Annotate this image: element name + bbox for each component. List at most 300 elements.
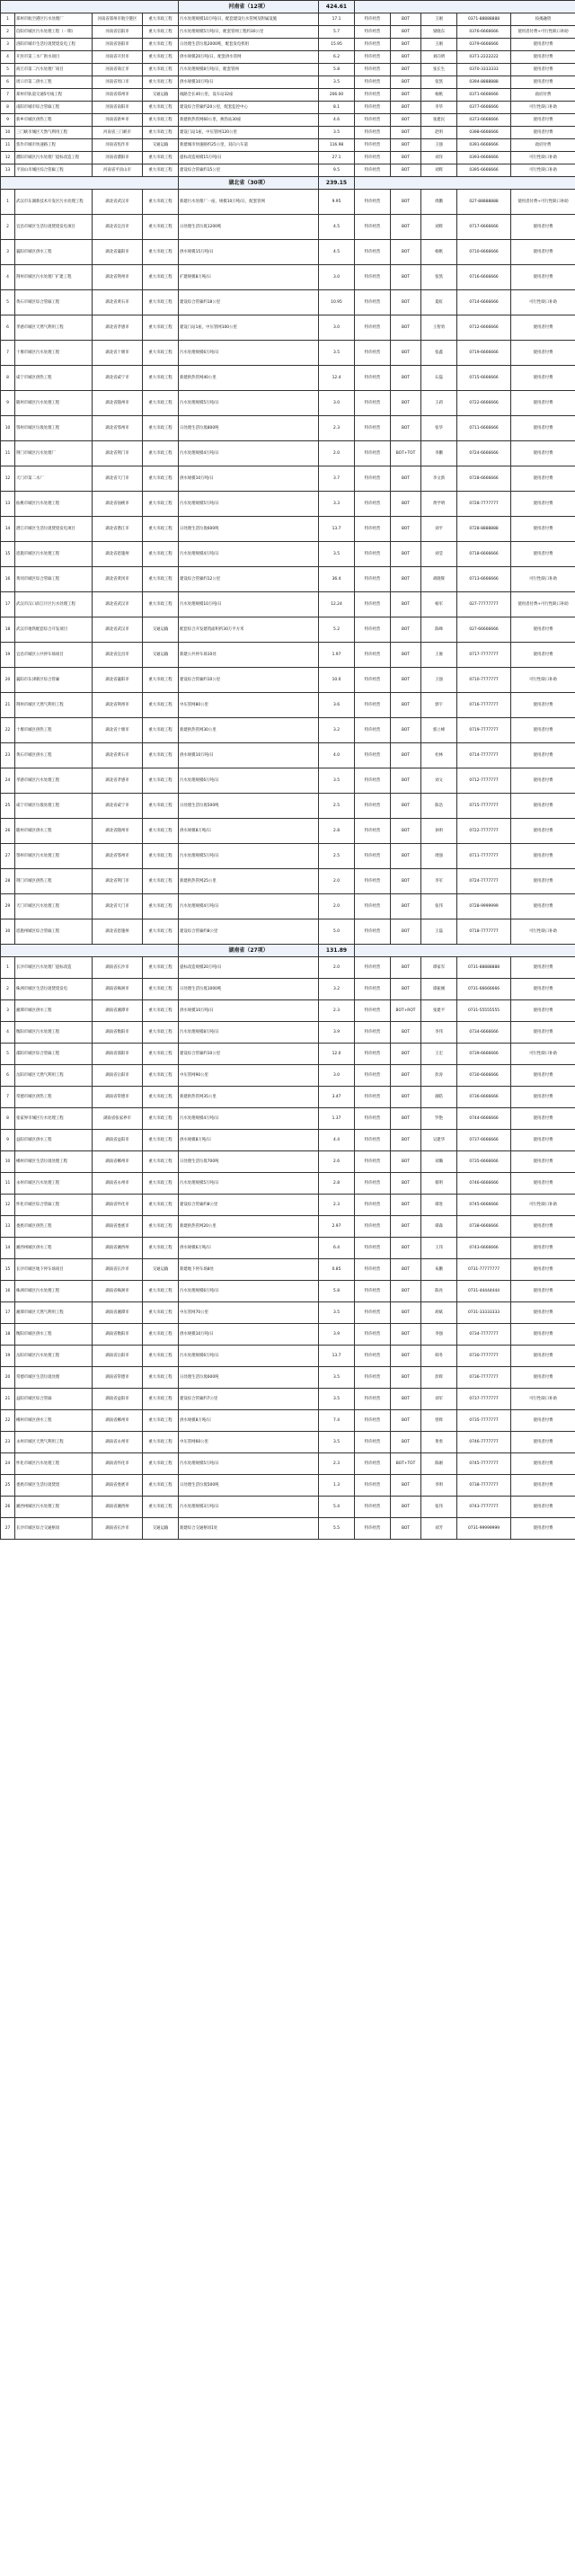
cell-operation-mode: 特许经营 (355, 1302, 391, 1324)
cell-contact-person: 韩冬 (421, 1346, 457, 1367)
cell-operation-mode: 特许经营 (355, 64, 391, 76)
cell-location: 湖南省衡阳市 (93, 1324, 143, 1346)
cell-contact-phone: 0737-7777777 (457, 1389, 511, 1410)
cell-row-number: 19 (1, 1346, 15, 1367)
cell-row-number: 5 (1, 64, 15, 76)
cell-project-name: 潜江市城区生活垃圾焚烧发电项目 (15, 517, 93, 542)
cell-row-number: 26 (1, 1497, 15, 1518)
cell-category: 重大市政工程 (143, 894, 179, 919)
cell-contact-person: 王莉 (421, 391, 457, 416)
cell-contact-phone: 0394-8888888 (457, 76, 511, 89)
cell-location: 湖南省怀化市 (93, 1453, 143, 1475)
cell-operation-mode: 特许经营 (355, 1367, 391, 1389)
cell-location: 湖北省黄冈市 (93, 567, 143, 592)
cell-project-name: 天门市第二水厂 (15, 466, 93, 492)
cell-row-number: 3 (1, 240, 15, 265)
cell-category: 重大市政工程 (143, 39, 179, 51)
cell-contact-phone: 0714-7777777 (457, 743, 511, 768)
cell-return-mechanism: 使用者付费 (511, 979, 575, 1000)
table-row (1, 1302, 575, 1324)
cell-contract-type: BOT (391, 542, 421, 567)
cell-contract-type: BOT (391, 768, 421, 794)
cell-investment: 3.0 (319, 265, 355, 290)
cell-operation-mode: 特许经营 (355, 869, 391, 894)
cell-investment: 2.3 (319, 1453, 355, 1475)
table-row (1, 64, 575, 76)
cell-return-mechanism: 使用者付费 (511, 844, 575, 869)
cell-category: 重大市政工程 (143, 391, 179, 416)
cell-operation-mode: 特许经营 (355, 1130, 391, 1151)
cell-construction-content: 污水处理规模6万吨/日 (179, 1281, 319, 1302)
cell-row-number: 27 (1, 1518, 15, 1540)
cell-contact-phone: 0718-7777777 (457, 919, 511, 945)
cell-construction-content: 新建污水处理厂一座，规模10万吨/日，配套管网 (179, 190, 319, 215)
cell-category: 重大市政工程 (143, 1238, 179, 1259)
cell-contact-phone: 0736-6666666 (457, 1087, 511, 1108)
cell-return-mechanism: 使用者付费 (511, 1022, 575, 1044)
cell-contact-phone: 0728-7777777 (457, 492, 511, 517)
cell-project-name: 荆州市城区天然气利用工程 (15, 693, 93, 718)
cell-row-number: 8 (1, 1108, 15, 1130)
cell-return-mechanism: 使用者付费 (511, 492, 575, 517)
cell-operation-mode: 特许经营 (355, 668, 391, 693)
cell-operation-mode: 特许经营 (355, 13, 391, 26)
cell-construction-content: 新建供热管网30公里 (179, 718, 319, 743)
cell-construction-content: 扩建规模8万吨/日 (179, 265, 319, 290)
cell-project-name: 黄冈市城区综合管廊工程 (15, 567, 93, 592)
cell-contact-person: 陈峰 (421, 617, 457, 643)
cell-category: 重大市政工程 (143, 668, 179, 693)
cell-contact-phone: 0738-6666666 (457, 1216, 511, 1238)
cell-contact-person: 谭振刚 (421, 979, 457, 1000)
cell-construction-content: 中压管网90公里 (179, 1065, 319, 1087)
cell-operation-mode: 特许经营 (355, 139, 391, 152)
cell-project-name: 咸宁市城区垃圾处理工程 (15, 794, 93, 819)
cell-row-number: 2 (1, 215, 15, 240)
cell-construction-content: 供水规模6万吨/日 (179, 1238, 319, 1259)
cell-contract-type: BOT (391, 1130, 421, 1151)
cell-investment: 2.5 (319, 844, 355, 869)
cell-investment: 8.1 (319, 102, 355, 114)
cell-contact-person: 朱鹏 (421, 1259, 457, 1281)
cell-construction-content: 日处理生活垃圾600吨 (179, 1367, 319, 1389)
cell-return-mechanism: 可行性缺口补助 (511, 164, 575, 177)
cell-return-mechanism: 使用者付费 (511, 215, 575, 240)
cell-contact-person: 张华 (421, 416, 457, 441)
cell-project-name: 随州市城区供水工程 (15, 819, 93, 844)
cell-construction-content: 污水处理规模10万吨/日，配套建设污水管网及附属设施 (179, 13, 319, 26)
cell-location: 湖北省咸宁市 (93, 794, 143, 819)
cell-category: 重大市政工程 (143, 76, 179, 89)
cell-investment: 0.85 (319, 1259, 355, 1281)
section-header (1, 177, 575, 190)
table-row (1, 1324, 575, 1346)
section-header (1, 945, 575, 957)
cell-contact-person: 彭辉 (421, 1367, 457, 1389)
cell-project-name: 武汉市东湖新技术开发区污水处理工程 (15, 190, 93, 215)
cell-location: 湖南省娄底市 (93, 1475, 143, 1497)
cell-location: 湖北省十堰市 (93, 341, 143, 366)
cell-location: 湖北省孝感市 (93, 768, 143, 794)
cell-location: 湖南省郴州市 (93, 1410, 143, 1432)
cell-contract-type: BOT (391, 26, 421, 39)
cell-category: 交通运输 (143, 643, 179, 668)
cell-row-number: 25 (1, 794, 15, 819)
cell-investment: 2.6 (319, 1151, 355, 1173)
cell-contract-type: BOT (391, 592, 421, 617)
cell-contact-phone: 0712-7777777 (457, 768, 511, 794)
cell-contact-person: 周强 (421, 844, 457, 869)
table-row (1, 668, 575, 693)
table-row (1, 1238, 575, 1259)
cell-return-mechanism: 可行性缺口补助 (511, 1044, 575, 1065)
cell-return-mechanism: 使用者付费 (511, 894, 575, 919)
cell-operation-mode: 特许经营 (355, 51, 391, 64)
cell-return-mechanism: 使用者付费 (511, 743, 575, 768)
cell-investment: 12.4 (319, 366, 355, 391)
cell-return-mechanism: 使用者付费 (511, 718, 575, 743)
cell-operation-mode: 特许经营 (355, 693, 391, 718)
cell-project-name: 孝感市城区天然气利用工程 (15, 315, 93, 341)
section-name: 湖北省（30项） (179, 177, 319, 190)
table-row (1, 51, 575, 64)
table-row (1, 693, 575, 718)
cell-construction-content: 供水规模10万吨/日 (179, 1000, 319, 1022)
cell-operation-mode: 特许经营 (355, 152, 391, 164)
cell-location: 湖南省长沙市 (93, 957, 143, 979)
cell-operation-mode: 特许经营 (355, 1432, 391, 1453)
cell-category: 重大市政工程 (143, 768, 179, 794)
cell-contact-phone: 0738-7777777 (457, 1475, 511, 1497)
cell-project-name: 信阳市城区污水处理工程（一期） (15, 26, 93, 39)
cell-contact-phone: 0711-7777777 (457, 844, 511, 869)
cell-location: 湖北省黄石市 (93, 743, 143, 768)
cell-investment: 3.0 (319, 391, 355, 416)
cell-category: 重大市政工程 (143, 718, 179, 743)
cell-location: 湖南省永州市 (93, 1432, 143, 1453)
cell-contract-type: BOT (391, 1475, 421, 1497)
cell-contact-phone: 0391-6666666 (457, 139, 511, 152)
cell-return-mechanism: 使用者付费 (511, 1475, 575, 1497)
cell-return-mechanism: 可行性缺口补助 (511, 290, 575, 315)
cell-row-number: 13 (1, 492, 15, 517)
cell-contact-phone: 0746-7777777 (457, 1432, 511, 1453)
cell-location: 湖南省湘西州 (93, 1238, 143, 1259)
table-row (1, 617, 575, 643)
cell-contract-type: BOT (391, 114, 421, 127)
cell-contract-type: BOT (391, 668, 421, 693)
table-row (1, 152, 575, 164)
cell-category: 重大市政工程 (143, 466, 179, 492)
cell-location: 湖北省随州市 (93, 391, 143, 416)
table-row (1, 39, 575, 51)
cell-return-mechanism: 使用者付费 (511, 1324, 575, 1346)
cell-contact-phone: 0715-6666666 (457, 366, 511, 391)
cell-contact-person: 张建民 (421, 114, 457, 127)
table-row (1, 164, 575, 177)
cell-contact-phone: 0730-7777777 (457, 1346, 511, 1367)
cell-category: 交通运输 (143, 139, 179, 152)
cell-location: 湖北省天门市 (93, 466, 143, 492)
cell-contact-person: 张伟 (421, 894, 457, 919)
cell-contact-phone: 0716-6666666 (457, 265, 511, 290)
cell-row-number: 10 (1, 127, 15, 139)
cell-operation-mode: 特许经营 (355, 894, 391, 919)
table-row (1, 492, 575, 517)
cell-contact-person: 周鹏 (421, 190, 457, 215)
cell-contact-phone: 0398-6666666 (457, 127, 511, 139)
cell-project-name: 长沙市城区污水处理厂提标改造 (15, 957, 93, 979)
cell-contact-person: 陈刚 (421, 1453, 457, 1475)
cell-operation-mode: 特许经营 (355, 979, 391, 1000)
cell-operation-mode: 特许经营 (355, 1065, 391, 1087)
table-row (1, 127, 575, 139)
cell-contact-phone: 0395-6666666 (457, 164, 511, 177)
section-spacer (1, 1, 179, 13)
cell-investment: 116.98 (319, 139, 355, 152)
cell-return-mechanism: 使用者付费 (511, 114, 575, 127)
cell-contact-phone: 0730-6666666 (457, 1065, 511, 1087)
cell-construction-content: 污水处理规模5万吨/日 (179, 492, 319, 517)
cell-operation-mode: 特许经营 (355, 164, 391, 177)
cell-construction-content: 线路全长40公里，设车站32座 (179, 89, 319, 102)
cell-location: 湖北省恩施州 (93, 919, 143, 945)
cell-row-number: 23 (1, 1432, 15, 1453)
cell-operation-mode: 特许经营 (355, 190, 391, 215)
cell-contract-type: BOT (391, 1281, 421, 1302)
cell-contact-phone: 0718-6666666 (457, 542, 511, 567)
cell-construction-content: 供水规模10万吨/日 (179, 1324, 319, 1346)
cell-row-number: 2 (1, 979, 15, 1000)
cell-category: 重大市政工程 (143, 1108, 179, 1130)
cell-project-name: 荆州市城区污水处理厂扩建工程 (15, 265, 93, 290)
cell-operation-mode: 特许经营 (355, 1389, 391, 1410)
cell-operation-mode: 特许经营 (355, 1281, 391, 1302)
cell-investment: 3.5 (319, 76, 355, 89)
table-row (1, 240, 575, 265)
cell-row-number: 3 (1, 1000, 15, 1022)
cell-project-name: 益阳市城区供水工程 (15, 1130, 93, 1151)
table-row (1, 1432, 575, 1453)
cell-contact-phone: 027-88888888 (457, 190, 511, 215)
cell-operation-mode: 特许经营 (355, 1000, 391, 1022)
cell-project-name: 鄂州市城区垃圾处理工程 (15, 416, 93, 441)
cell-location: 河南省郑州市 (93, 89, 143, 102)
cell-project-name: 三门峡市城区天然气利用工程 (15, 127, 93, 139)
cell-return-mechanism: 可行性缺口补助 (511, 152, 575, 164)
cell-construction-content: 日处理生活垃圾600吨 (179, 517, 319, 542)
cell-contract-type: BOT (391, 1108, 421, 1130)
cell-investment: 13.7 (319, 517, 355, 542)
cell-location: 湖北省鄂州市 (93, 416, 143, 441)
section-spacer (1, 177, 179, 190)
cell-category: 重大市政工程 (143, 517, 179, 542)
cell-location: 湖南省永州市 (93, 1173, 143, 1195)
cell-project-name: 张家界市城区污水处理工程 (15, 1108, 93, 1130)
cell-project-name: 黄石市城区综合管廊工程 (15, 290, 93, 315)
cell-contact-phone: 0731-33333333 (457, 1302, 511, 1324)
cell-row-number: 14 (1, 1238, 15, 1259)
cell-investment: 4.5 (319, 215, 355, 240)
table-row (1, 1410, 575, 1432)
cell-contact-phone: 0371-2222222 (457, 51, 511, 64)
cell-investment: 3.5 (319, 1432, 355, 1453)
cell-contact-person: 张伟 (421, 1497, 457, 1518)
cell-location: 湖北省孝感市 (93, 315, 143, 341)
cell-project-name: 南阳市城市综合管廊工程 (15, 102, 93, 114)
table-row (1, 76, 575, 89)
cell-investment: 206.00 (319, 89, 355, 102)
cell-location: 湖北省黄石市 (93, 290, 143, 315)
cell-return-mechanism: 使用者付费 (511, 617, 575, 643)
cell-construction-content: 中压管网80公里 (179, 693, 319, 718)
cell-investment: 4.0 (319, 743, 355, 768)
cell-contact-person: 王强 (421, 139, 457, 152)
cell-return-mechanism: 可行性缺口补助 (511, 668, 575, 693)
cell-operation-mode: 特许经营 (355, 89, 391, 102)
cell-contract-type: BOT (391, 1151, 421, 1173)
cell-return-mechanism: 使用者付费 (511, 542, 575, 567)
table-row (1, 1000, 575, 1022)
cell-row-number: 26 (1, 819, 15, 844)
cell-location: 湖南省益阳市 (93, 1389, 143, 1410)
cell-return-mechanism: 使用者付费 (511, 76, 575, 89)
cell-return-mechanism: 使用者付费 (511, 1497, 575, 1518)
table-row (1, 341, 575, 366)
cell-operation-mode: 特许经营 (355, 1259, 391, 1281)
cell-contact-phone: 0746-6666666 (457, 1173, 511, 1195)
cell-category: 重大市政工程 (143, 1410, 179, 1432)
cell-category: 重大市政工程 (143, 26, 179, 39)
cell-return-mechanism: 政府付费 (511, 139, 575, 152)
cell-location: 河南省信阳市 (93, 26, 143, 39)
cell-category: 重大市政工程 (143, 416, 179, 441)
cell-category: 重大市政工程 (143, 1022, 179, 1044)
cell-location: 湖南省常德市 (93, 1087, 143, 1108)
cell-investment: 5.7 (319, 26, 355, 39)
cell-contract-type: BOT+TOT (391, 441, 421, 466)
cell-category: 重大市政工程 (143, 64, 179, 76)
cell-project-name: 湘潭市城区天然气利用工程 (15, 1302, 93, 1324)
cell-construction-content: 新建公共停车场10处 (179, 643, 319, 668)
cell-project-name: 开封市第三水厂供水项目 (15, 51, 93, 64)
cell-construction-content: 中压管网60公里 (179, 1432, 319, 1453)
table-row (1, 979, 575, 1000)
cell-return-mechanism: 使用者付费 (511, 1367, 575, 1389)
cell-operation-mode: 特许经营 (355, 1022, 391, 1044)
table-row (1, 869, 575, 894)
cell-return-mechanism: 使用者付费 (511, 39, 575, 51)
cell-construction-content: 新建综合交通枢纽1处 (179, 1518, 319, 1540)
cell-construction-content: 供水规模8万吨/日 (179, 1410, 319, 1432)
cell-row-number: 22 (1, 718, 15, 743)
cell-contact-person: 刘璐 (421, 1151, 457, 1173)
cell-location: 湖南省邵阳市 (93, 1044, 143, 1065)
cell-construction-content: 提标改造规模15万吨/日 (179, 152, 319, 164)
cell-contract-type: BOT (391, 1173, 421, 1195)
cell-construction-content: 日处理生活垃圾500吨 (179, 1475, 319, 1497)
cell-project-name: 岳阳市城区天然气利用工程 (15, 1065, 93, 1087)
table-row (1, 190, 575, 215)
cell-contact-person: 王俊 (421, 643, 457, 668)
cell-construction-content: 供水规模15万吨/日 (179, 240, 319, 265)
section-spacer (1, 945, 179, 957)
cell-investment: 9.5 (319, 164, 355, 177)
cell-project-name: 恩施州城区综合管廊工程 (15, 919, 93, 945)
cell-investment: 3.6 (319, 693, 355, 718)
cell-project-name: 娄底市城区供热工程 (15, 1216, 93, 1238)
cell-contract-type: BOT (391, 89, 421, 102)
table-row (1, 89, 575, 102)
cell-return-mechanism: 使用者付费 (511, 1281, 575, 1302)
cell-contact-person: 张凯 (421, 76, 457, 89)
cell-contract-type: BOT (391, 1410, 421, 1432)
cell-operation-mode: 特许经营 (355, 718, 391, 743)
cell-operation-mode: 特许经营 (355, 1216, 391, 1238)
cell-contract-type: BOT (391, 1367, 421, 1389)
cell-row-number: 7 (1, 341, 15, 366)
cell-return-mechanism: 使用者付费 (511, 643, 575, 668)
cell-project-name: 宜昌市城区生活垃圾焚烧发电项目 (15, 215, 93, 240)
cell-location: 河南省洛阳市 (93, 39, 143, 51)
cell-investment: 1.37 (319, 1108, 355, 1130)
cell-row-number: 8 (1, 102, 15, 114)
table-row (1, 1281, 575, 1302)
cell-construction-content: 日处理生活垃圾500吨 (179, 794, 319, 819)
table-row (1, 919, 575, 945)
cell-category: 重大市政工程 (143, 13, 179, 26)
cell-return-mechanism: 使用者付费 (511, 315, 575, 341)
cell-construction-content: 污水处理规模10万吨/日 (179, 592, 319, 617)
cell-category: 重大市政工程 (143, 844, 179, 869)
cell-contact-person: 李军 (421, 869, 457, 894)
cell-construction-content: 污水处理规模5万吨/日 (179, 844, 319, 869)
cell-row-number: 18 (1, 617, 15, 643)
cell-investment: 3.0 (319, 1065, 355, 1087)
cell-return-mechanism: 使用者付费+可行性缺口补助 (511, 190, 575, 215)
cell-row-number: 7 (1, 89, 15, 102)
cell-location: 湖南省郴州市 (93, 1151, 143, 1173)
cell-contact-person: 王伟 (421, 1238, 457, 1259)
cell-contract-type: BOT (391, 643, 421, 668)
cell-investment: 15.95 (319, 39, 355, 51)
cell-contract-type: BOT (391, 1324, 421, 1346)
cell-return-mechanism: 政府付费 (511, 89, 575, 102)
cell-row-number: 24 (1, 768, 15, 794)
cell-location: 湖南省岳阳市 (93, 1346, 143, 1367)
cell-contact-person: 孙明 (421, 819, 457, 844)
cell-operation-mode: 特许经营 (355, 643, 391, 668)
cell-contact-phone: 0710-6666666 (457, 240, 511, 265)
cell-category: 重大市政工程 (143, 1281, 179, 1302)
cell-category: 重大市政工程 (143, 215, 179, 240)
cell-category: 重大市政工程 (143, 794, 179, 819)
table-row (1, 114, 575, 127)
cell-contract-type: BOT+ROT (391, 1000, 421, 1022)
cell-project-name: 洛阳市城市生活垃圾焚烧发电工程 (15, 39, 93, 51)
cell-investment: 3.5 (319, 127, 355, 139)
cell-return-mechanism: 使用者付费 (511, 1151, 575, 1173)
cell-return-mechanism: 使用者付费 (511, 127, 575, 139)
cell-investment: 5.5 (319, 1518, 355, 1540)
cell-project-name: 湘潭市城区供水工程 (15, 1000, 93, 1022)
cell-investment: 6.4 (319, 1238, 355, 1259)
cell-contact-person: 蔡明 (421, 1173, 457, 1195)
cell-location: 湖南省常德市 (93, 1367, 143, 1389)
cell-category: 重大市政工程 (143, 957, 179, 979)
cell-operation-mode: 特许经营 (355, 1108, 391, 1130)
cell-return-mechanism: 使用者付费 (511, 794, 575, 819)
